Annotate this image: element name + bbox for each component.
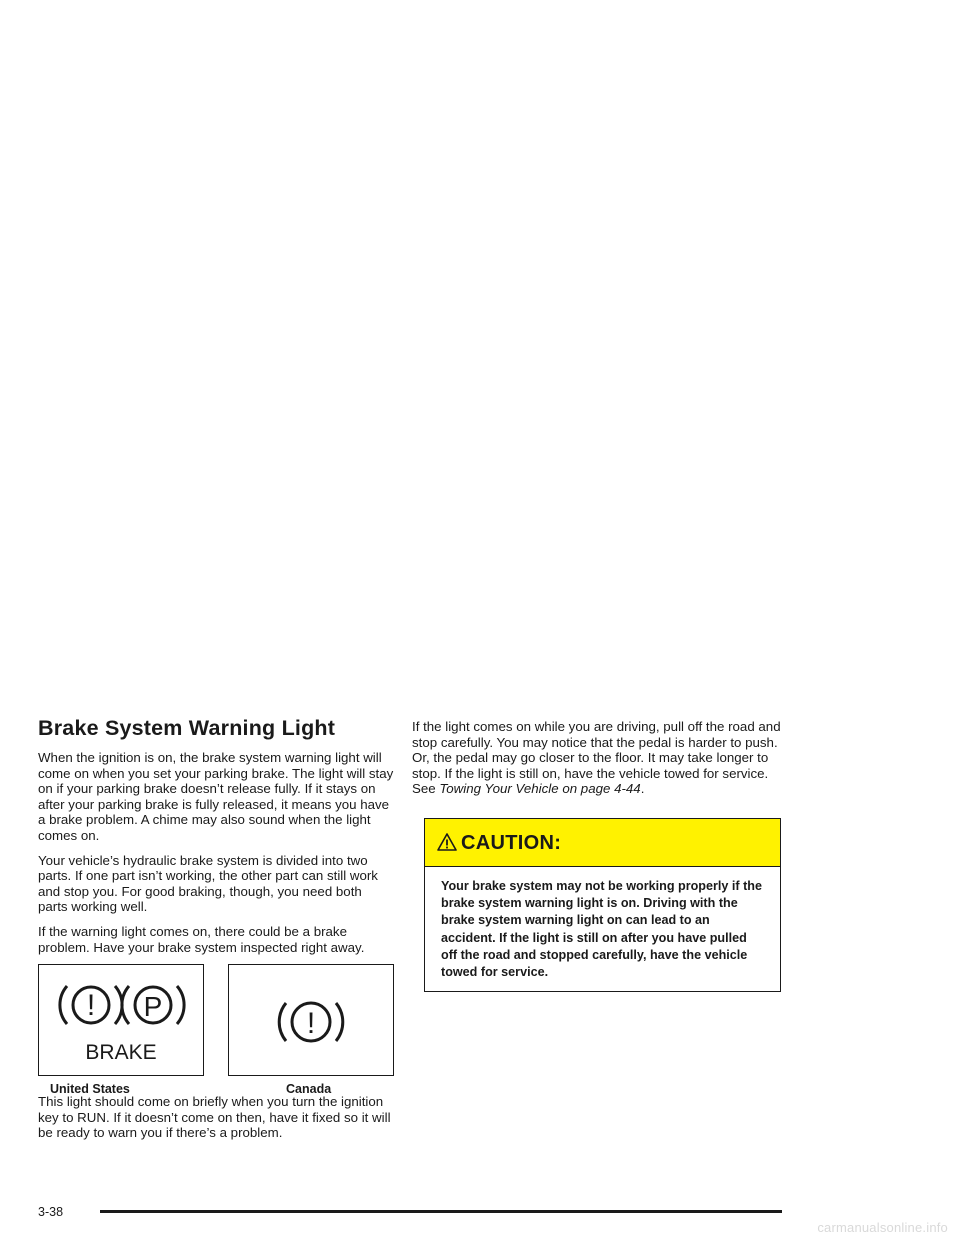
paragraph-2: Your vehicle’s hydraulic brake system is divided into two parts. If one part isn’t working, the other part can still work and stop you. For good braking, though, you need both parts working well. [38, 852, 378, 915]
towing-reference-link[interactable]: Towing Your Vehicle on page 4-44 [439, 781, 641, 797]
paragraph-driving-text: If the light comes on while you are driving, pull off the road and stop carefully. You may notice that the pedal is harder to push. Or, the pedal may go closer to the floor. It may take longer to stop. If the light is still on, have the vehicle towed for service. See [412, 719, 781, 797]
watermark-text: carmanualsonline.info [817, 1220, 948, 1235]
canada-brake-symbol-icon [229, 965, 392, 1074]
caution-title: CAUTION: [461, 831, 562, 854]
section-title: Brake System Warning Light [38, 716, 336, 740]
caution-header [425, 819, 780, 867]
paragraph-driving [412, 719, 782, 797]
us-exclamation-glyph: ! [86, 989, 96, 1023]
left-column [38, 716, 394, 1150]
us-p-glyph: P [143, 991, 163, 1023]
warning-triangle-icon [437, 832, 457, 852]
canada-exclamation-glyph: ! [306, 1007, 316, 1041]
canada-brake-light-figure [228, 964, 394, 1076]
us-figure-caption: United States [50, 1082, 130, 1097]
canada-figure-caption: Canada [286, 1082, 332, 1097]
page-number: 3-38 [38, 1205, 64, 1219]
right-column [412, 719, 782, 992]
caution-text: Your brake system may not be working properly if the brake system warning light is on. Driving with the brake system warning light on can lead to an accident. If the light is still on after you have pulled off the road and stopped carefully, have the vehicle towed for service. [441, 878, 762, 979]
paragraph-3: If the warning light comes on, there could be a brake problem. Have your brake system inspected right away. [38, 923, 365, 955]
footer-rule [100, 1210, 782, 1213]
paragraph-driving-end: . [640, 781, 645, 797]
us-brake-word: BRAKE [85, 1041, 157, 1065]
paragraph-after-figure: This light should come on briefly when you turn the ignition key to RUN. If it doesn’t come on then, have it fixed so it will be ready to warn you if there’s a problem. [38, 1094, 391, 1141]
us-brake-symbol-icon [39, 965, 202, 1074]
warning-light-figures [38, 964, 394, 1097]
us-brake-light-figure [38, 964, 204, 1076]
caution-box [424, 818, 781, 992]
paragraph-1: When the ignition is on, the brake system warning light will come on when you set your parking brake. The light will stay on if your parking brake doesn’t release fully. If it stays on after your parking brake is fully released, it means you have a brake problem. A chime may also sound when the light comes on. [38, 750, 394, 843]
